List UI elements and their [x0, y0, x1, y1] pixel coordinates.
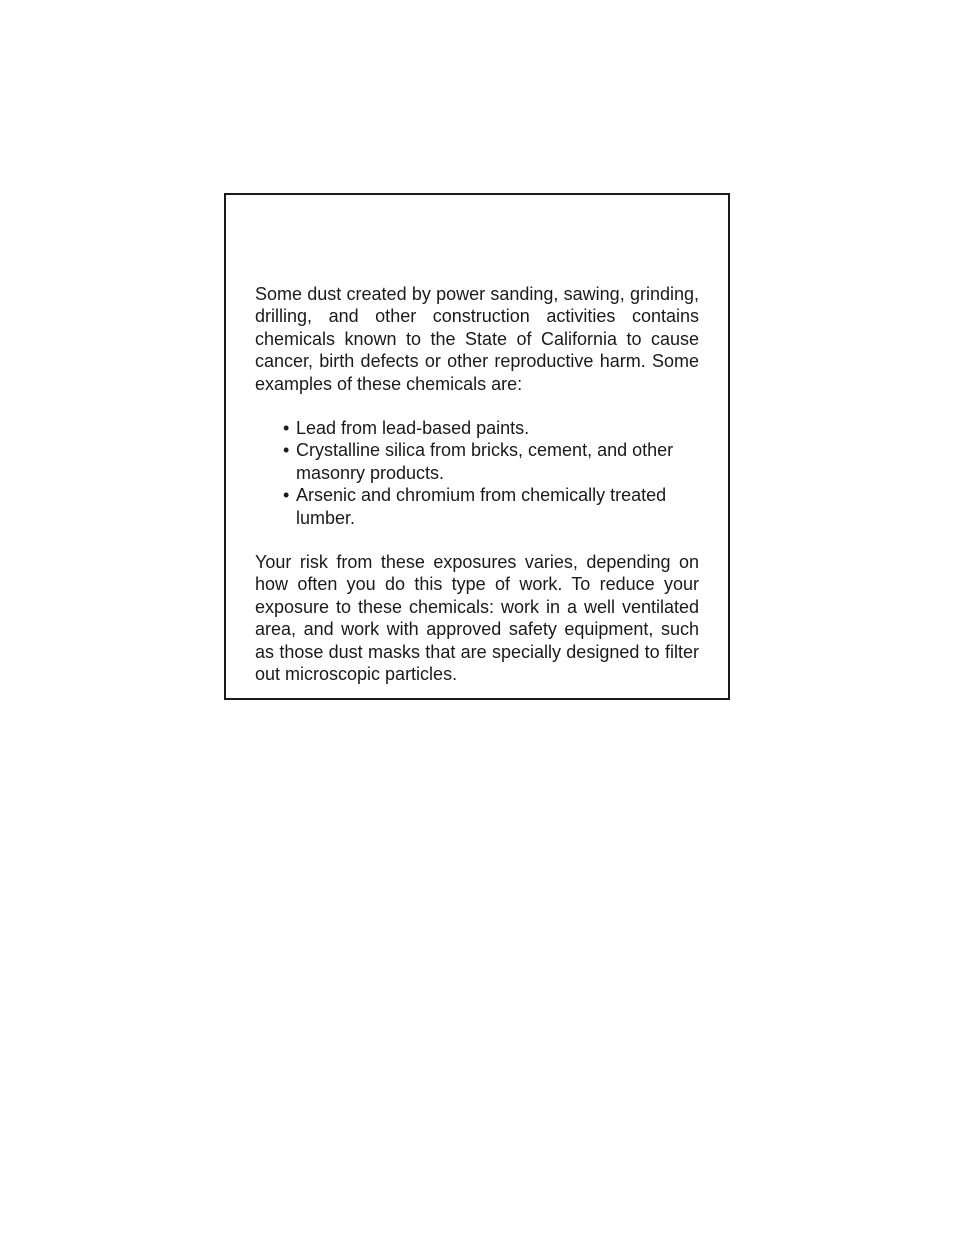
list-item [283, 417, 699, 439]
list-item-text: Lead from lead-based paints. [296, 418, 530, 439]
list-item [283, 439, 699, 484]
warning-box [224, 193, 730, 700]
chemical-examples-list [255, 417, 699, 529]
list-item [283, 484, 699, 529]
list-item-text: Crystalline silica from bricks, cement, and other masonry products. [296, 440, 674, 483]
bullet-icon: • [283, 440, 290, 461]
warning-closing-text: Your risk from these exposures varies, depending on how often you do this type of work. To reduce your exposure to these chemicals: work in a well ventilated area, and work with approved safety equipment, such as those dust masks that are specially designed to filter out microscopic particles. [255, 552, 699, 685]
list-item-text: Arsenic and chromium from chemically treated lumber. [296, 485, 667, 528]
bullet-icon: • [283, 485, 290, 506]
bullet-icon: • [283, 418, 290, 439]
warning-intro-text: Some dust created by power sanding, sawing, grinding, drilling, and other construction activities contains chemicals known to the State of California to cause cancer, birth defects or other reproductive harm. Some examples of these chemicals are: [255, 284, 699, 394]
